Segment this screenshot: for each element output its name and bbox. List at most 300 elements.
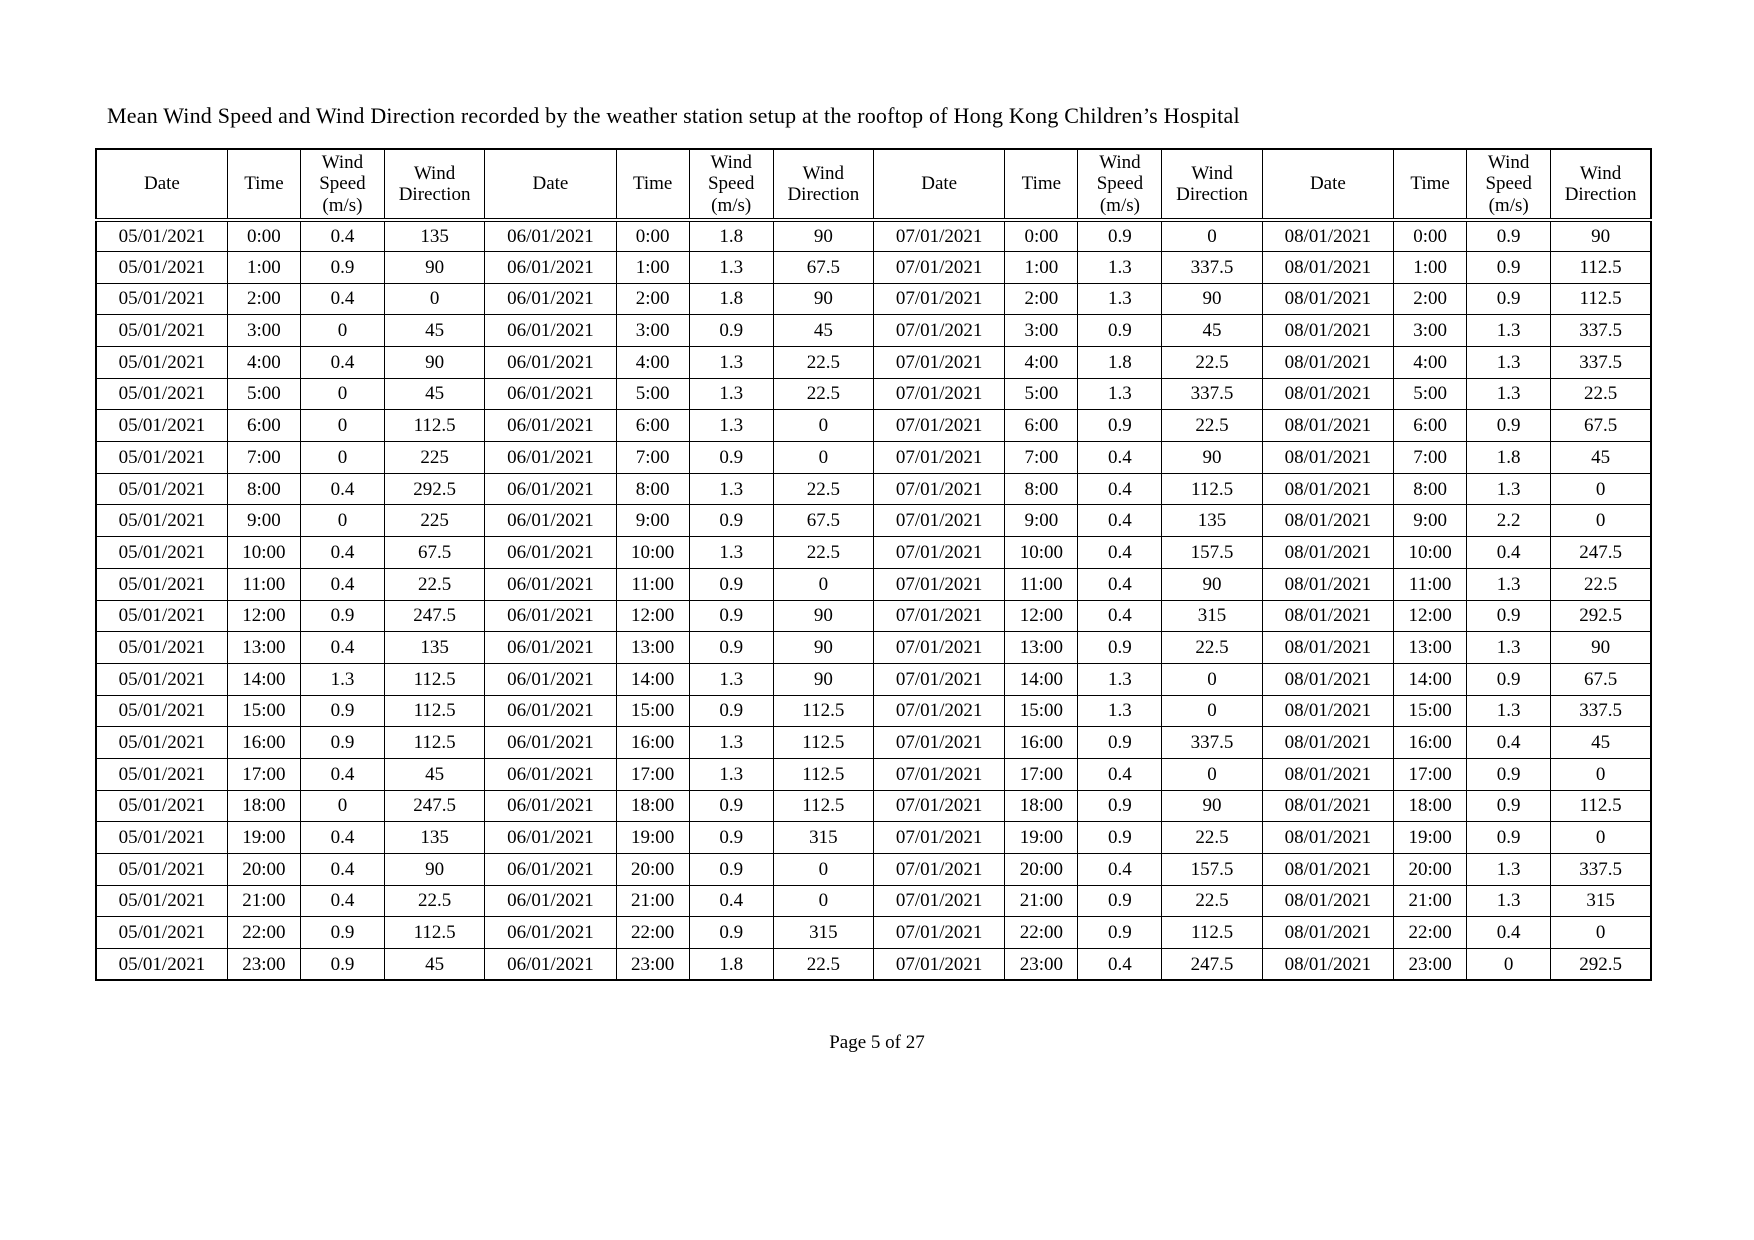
table-row — [96, 315, 1651, 347]
cell-speed: 1.3 — [689, 537, 773, 569]
cell-time: 12:00 — [1005, 600, 1078, 632]
cell-time: 5:00 — [616, 378, 689, 410]
cell-direction: 90 — [773, 283, 873, 315]
table-row — [96, 283, 1651, 315]
cell-speed: 0.9 — [689, 600, 773, 632]
cell-date: 06/01/2021 — [485, 600, 616, 632]
cell-date: 07/01/2021 — [873, 822, 1004, 854]
cell-direction: 225 — [384, 505, 484, 537]
cell-direction: 90 — [773, 600, 873, 632]
cell-time: 1:00 — [616, 251, 689, 283]
cell-time: 23:00 — [616, 949, 689, 981]
column-header-time: Time — [1005, 149, 1078, 220]
cell-speed: 0 — [300, 790, 384, 822]
cell-speed: 0.4 — [1467, 917, 1551, 949]
cell-time: 19:00 — [616, 822, 689, 854]
cell-direction: 337.5 — [1551, 315, 1651, 347]
cell-date: 06/01/2021 — [485, 758, 616, 790]
cell-time: 7:00 — [1005, 442, 1078, 474]
cell-time: 12:00 — [227, 600, 300, 632]
table-row — [96, 568, 1651, 600]
cell-time: 14:00 — [616, 663, 689, 695]
cell-time: 4:00 — [1394, 347, 1467, 379]
cell-date: 08/01/2021 — [1262, 410, 1393, 442]
cell-direction: 67.5 — [384, 537, 484, 569]
cell-direction: 90 — [1162, 568, 1262, 600]
cell-date: 06/01/2021 — [485, 854, 616, 886]
cell-time: 7:00 — [616, 442, 689, 474]
cell-date: 06/01/2021 — [485, 347, 616, 379]
cell-speed: 1.3 — [1467, 315, 1551, 347]
cell-date: 07/01/2021 — [873, 663, 1004, 695]
cell-speed: 0.9 — [1078, 632, 1162, 664]
cell-direction: 157.5 — [1162, 537, 1262, 569]
cell-date: 07/01/2021 — [873, 917, 1004, 949]
cell-time: 18:00 — [616, 790, 689, 822]
cell-direction: 337.5 — [1551, 695, 1651, 727]
cell-direction: 292.5 — [1551, 600, 1651, 632]
cell-time: 20:00 — [616, 854, 689, 886]
cell-direction: 22.5 — [773, 949, 873, 981]
cell-direction: 135 — [384, 220, 484, 252]
cell-speed: 1.8 — [689, 220, 773, 252]
cell-speed: 0.9 — [689, 442, 773, 474]
cell-time: 0:00 — [1394, 220, 1467, 252]
table-row — [96, 885, 1651, 917]
cell-date: 05/01/2021 — [96, 442, 227, 474]
cell-date: 08/01/2021 — [1262, 600, 1393, 632]
column-header-speed: Wind Speed (m/s) — [300, 149, 384, 220]
cell-speed: 0.4 — [1078, 537, 1162, 569]
cell-date: 06/01/2021 — [485, 568, 616, 600]
cell-direction: 0 — [773, 885, 873, 917]
cell-speed: 0.9 — [689, 505, 773, 537]
cell-date: 07/01/2021 — [873, 949, 1004, 981]
cell-date: 08/01/2021 — [1262, 885, 1393, 917]
cell-date: 07/01/2021 — [873, 854, 1004, 886]
cell-date: 07/01/2021 — [873, 568, 1004, 600]
cell-time: 3:00 — [227, 315, 300, 347]
cell-time: 6:00 — [1394, 410, 1467, 442]
cell-date: 08/01/2021 — [1262, 283, 1393, 315]
column-header-direction: Wind Direction — [384, 149, 484, 220]
cell-date: 06/01/2021 — [485, 727, 616, 759]
cell-speed: 0.9 — [1467, 758, 1551, 790]
cell-speed: 0.4 — [300, 473, 384, 505]
cell-time: 21:00 — [1005, 885, 1078, 917]
cell-time: 22:00 — [616, 917, 689, 949]
cell-date: 06/01/2021 — [485, 949, 616, 981]
column-header-date: Date — [873, 149, 1004, 220]
cell-direction: 0 — [1162, 220, 1262, 252]
cell-date: 05/01/2021 — [96, 220, 227, 252]
cell-date: 06/01/2021 — [485, 790, 616, 822]
cell-date: 07/01/2021 — [873, 283, 1004, 315]
cell-direction: 0 — [1162, 758, 1262, 790]
cell-speed: 0.9 — [1467, 790, 1551, 822]
cell-speed: 0.9 — [1467, 220, 1551, 252]
cell-date: 07/01/2021 — [873, 442, 1004, 474]
cell-speed: 0.4 — [300, 568, 384, 600]
cell-speed: 0.9 — [689, 568, 773, 600]
cell-direction: 337.5 — [1162, 251, 1262, 283]
cell-direction: 45 — [1162, 315, 1262, 347]
cell-direction: 22.5 — [1551, 568, 1651, 600]
cell-direction: 45 — [384, 315, 484, 347]
cell-time: 3:00 — [616, 315, 689, 347]
cell-speed: 0.4 — [1078, 949, 1162, 981]
cell-time: 8:00 — [227, 473, 300, 505]
cell-speed: 0.9 — [689, 695, 773, 727]
cell-time: 9:00 — [1394, 505, 1467, 537]
cell-direction: 112.5 — [384, 695, 484, 727]
cell-date: 05/01/2021 — [96, 315, 227, 347]
cell-date: 08/01/2021 — [1262, 822, 1393, 854]
column-header-time: Time — [616, 149, 689, 220]
cell-speed: 1.3 — [1078, 695, 1162, 727]
cell-date: 08/01/2021 — [1262, 854, 1393, 886]
cell-date: 05/01/2021 — [96, 854, 227, 886]
cell-speed: 0.9 — [1078, 410, 1162, 442]
cell-direction: 0 — [773, 854, 873, 886]
cell-time: 13:00 — [1005, 632, 1078, 664]
cell-date: 05/01/2021 — [96, 568, 227, 600]
cell-date: 07/01/2021 — [873, 758, 1004, 790]
cell-speed: 0.9 — [300, 727, 384, 759]
cell-speed: 0.9 — [1467, 251, 1551, 283]
cell-speed: 0.4 — [1467, 727, 1551, 759]
cell-speed: 1.3 — [1467, 695, 1551, 727]
cell-direction: 0 — [1162, 695, 1262, 727]
cell-date: 06/01/2021 — [485, 885, 616, 917]
cell-time: 13:00 — [616, 632, 689, 664]
cell-speed: 0.9 — [300, 949, 384, 981]
cell-direction: 45 — [384, 758, 484, 790]
cell-direction: 247.5 — [384, 600, 484, 632]
cell-date: 08/01/2021 — [1262, 917, 1393, 949]
cell-direction: 22.5 — [773, 347, 873, 379]
cell-time: 2:00 — [227, 283, 300, 315]
cell-direction: 67.5 — [773, 251, 873, 283]
column-header-date: Date — [485, 149, 616, 220]
cell-date: 07/01/2021 — [873, 410, 1004, 442]
cell-time: 15:00 — [1005, 695, 1078, 727]
cell-time: 23:00 — [1005, 949, 1078, 981]
cell-date: 08/01/2021 — [1262, 505, 1393, 537]
cell-direction: 90 — [1551, 632, 1651, 664]
cell-speed: 0 — [300, 378, 384, 410]
cell-date: 07/01/2021 — [873, 632, 1004, 664]
cell-direction: 22.5 — [384, 568, 484, 600]
cell-time: 18:00 — [227, 790, 300, 822]
cell-direction: 135 — [384, 632, 484, 664]
cell-time: 10:00 — [616, 537, 689, 569]
cell-direction: 0 — [773, 442, 873, 474]
cell-date: 06/01/2021 — [485, 632, 616, 664]
cell-date: 06/01/2021 — [485, 473, 616, 505]
table-row — [96, 790, 1651, 822]
cell-direction: 22.5 — [773, 378, 873, 410]
cell-direction: 112.5 — [384, 663, 484, 695]
cell-speed: 1.3 — [1467, 347, 1551, 379]
cell-speed: 0.4 — [300, 347, 384, 379]
cell-time: 7:00 — [1394, 442, 1467, 474]
cell-date: 06/01/2021 — [485, 220, 616, 252]
cell-direction: 22.5 — [1162, 410, 1262, 442]
column-header-date: Date — [1262, 149, 1393, 220]
cell-direction: 90 — [1162, 283, 1262, 315]
cell-speed: 1.3 — [1078, 378, 1162, 410]
cell-time: 6:00 — [616, 410, 689, 442]
cell-time: 5:00 — [1394, 378, 1467, 410]
cell-time: 8:00 — [616, 473, 689, 505]
cell-date: 05/01/2021 — [96, 283, 227, 315]
cell-speed: 0.9 — [689, 315, 773, 347]
cell-speed: 0.4 — [1078, 854, 1162, 886]
cell-time: 17:00 — [1005, 758, 1078, 790]
cell-speed: 1.3 — [1467, 885, 1551, 917]
table-row — [96, 473, 1651, 505]
cell-direction: 315 — [773, 822, 873, 854]
cell-date: 07/01/2021 — [873, 220, 1004, 252]
cell-date: 08/01/2021 — [1262, 949, 1393, 981]
table-row — [96, 663, 1651, 695]
cell-speed: 1.3 — [689, 410, 773, 442]
cell-date: 05/01/2021 — [96, 695, 227, 727]
cell-time: 15:00 — [1394, 695, 1467, 727]
cell-time: 11:00 — [227, 568, 300, 600]
cell-date: 08/01/2021 — [1262, 727, 1393, 759]
cell-speed: 0.9 — [1467, 410, 1551, 442]
cell-time: 17:00 — [227, 758, 300, 790]
cell-speed: 0.9 — [689, 917, 773, 949]
cell-direction: 90 — [1162, 442, 1262, 474]
cell-direction: 0 — [1551, 822, 1651, 854]
page-number: Page 5 of 27 — [829, 1032, 925, 1053]
cell-date: 06/01/2021 — [485, 283, 616, 315]
cell-date: 05/01/2021 — [96, 347, 227, 379]
table-row — [96, 822, 1651, 854]
cell-date: 08/01/2021 — [1262, 347, 1393, 379]
cell-direction: 90 — [384, 854, 484, 886]
cell-time: 15:00 — [616, 695, 689, 727]
cell-direction: 0 — [773, 410, 873, 442]
cell-date: 06/01/2021 — [485, 251, 616, 283]
cell-date: 05/01/2021 — [96, 378, 227, 410]
cell-direction: 67.5 — [1551, 663, 1651, 695]
cell-time: 4:00 — [616, 347, 689, 379]
cell-time: 22:00 — [227, 917, 300, 949]
cell-time: 17:00 — [616, 758, 689, 790]
cell-direction: 0 — [384, 283, 484, 315]
cell-direction: 22.5 — [773, 473, 873, 505]
cell-speed: 1.3 — [1467, 854, 1551, 886]
cell-date: 08/01/2021 — [1262, 790, 1393, 822]
cell-date: 05/01/2021 — [96, 885, 227, 917]
cell-direction: 315 — [1162, 600, 1262, 632]
cell-time: 17:00 — [1394, 758, 1467, 790]
table-row — [96, 505, 1651, 537]
cell-speed: 1.8 — [1078, 347, 1162, 379]
table-row — [96, 758, 1651, 790]
cell-direction: 45 — [1551, 727, 1651, 759]
cell-time: 9:00 — [227, 505, 300, 537]
cell-date: 06/01/2021 — [485, 917, 616, 949]
cell-speed: 1.3 — [689, 758, 773, 790]
cell-time: 12:00 — [616, 600, 689, 632]
table-row — [96, 220, 1651, 252]
cell-speed: 0.9 — [689, 822, 773, 854]
cell-time: 22:00 — [1394, 917, 1467, 949]
cell-speed: 0 — [300, 410, 384, 442]
table-body — [96, 220, 1651, 981]
cell-date: 07/01/2021 — [873, 727, 1004, 759]
cell-speed: 1.3 — [689, 347, 773, 379]
cell-direction: 90 — [773, 632, 873, 664]
cell-date: 05/01/2021 — [96, 727, 227, 759]
cell-speed: 0.4 — [1078, 505, 1162, 537]
table-row — [96, 632, 1651, 664]
cell-time: 0:00 — [616, 220, 689, 252]
table-row — [96, 442, 1651, 474]
cell-direction: 135 — [384, 822, 484, 854]
cell-direction: 90 — [773, 663, 873, 695]
cell-speed: 0.4 — [689, 885, 773, 917]
cell-time: 11:00 — [1394, 568, 1467, 600]
cell-direction: 0 — [1551, 505, 1651, 537]
cell-time: 14:00 — [227, 663, 300, 695]
cell-date: 07/01/2021 — [873, 378, 1004, 410]
cell-speed: 1.3 — [689, 473, 773, 505]
cell-speed: 0.9 — [1467, 283, 1551, 315]
cell-date: 08/01/2021 — [1262, 568, 1393, 600]
cell-speed: 0.4 — [1467, 537, 1551, 569]
cell-time: 1:00 — [1005, 251, 1078, 283]
cell-direction: 90 — [1551, 220, 1651, 252]
cell-speed: 0.9 — [689, 632, 773, 664]
cell-date: 08/01/2021 — [1262, 220, 1393, 252]
cell-date: 08/01/2021 — [1262, 632, 1393, 664]
table-row — [96, 347, 1651, 379]
cell-speed: 0.9 — [1078, 885, 1162, 917]
cell-direction: 247.5 — [384, 790, 484, 822]
cell-direction: 135 — [1162, 505, 1262, 537]
cell-speed: 0.9 — [300, 695, 384, 727]
cell-date: 08/01/2021 — [1262, 378, 1393, 410]
cell-speed: 0.4 — [1078, 473, 1162, 505]
cell-speed: 0.4 — [1078, 442, 1162, 474]
cell-time: 14:00 — [1394, 663, 1467, 695]
cell-time: 20:00 — [1005, 854, 1078, 886]
cell-direction: 157.5 — [1162, 854, 1262, 886]
cell-speed: 1.3 — [689, 378, 773, 410]
column-header-speed: Wind Speed (m/s) — [689, 149, 773, 220]
cell-time: 3:00 — [1394, 315, 1467, 347]
cell-speed: 0.9 — [1467, 663, 1551, 695]
column-header-speed: Wind Speed (m/s) — [1078, 149, 1162, 220]
cell-time: 16:00 — [616, 727, 689, 759]
cell-direction: 22.5 — [773, 537, 873, 569]
cell-speed: 1.3 — [1467, 378, 1551, 410]
cell-time: 19:00 — [227, 822, 300, 854]
cell-speed: 0.9 — [1078, 822, 1162, 854]
cell-speed: 1.3 — [1467, 568, 1551, 600]
cell-direction: 90 — [1162, 790, 1262, 822]
cell-direction: 292.5 — [384, 473, 484, 505]
cell-date: 07/01/2021 — [873, 600, 1004, 632]
cell-direction: 337.5 — [1551, 854, 1651, 886]
cell-date: 07/01/2021 — [873, 315, 1004, 347]
cell-speed: 0.9 — [689, 790, 773, 822]
cell-speed: 0.9 — [1078, 917, 1162, 949]
cell-time: 1:00 — [1394, 251, 1467, 283]
column-header-speed: Wind Speed (m/s) — [1467, 149, 1551, 220]
cell-speed: 1.8 — [689, 283, 773, 315]
cell-date: 05/01/2021 — [96, 505, 227, 537]
cell-time: 6:00 — [227, 410, 300, 442]
cell-date: 05/01/2021 — [96, 410, 227, 442]
cell-date: 08/01/2021 — [1262, 537, 1393, 569]
cell-time: 23:00 — [1394, 949, 1467, 981]
cell-speed: 0.9 — [1467, 600, 1551, 632]
cell-direction: 112.5 — [1162, 473, 1262, 505]
cell-time: 10:00 — [227, 537, 300, 569]
cell-date: 05/01/2021 — [96, 949, 227, 981]
cell-date: 07/01/2021 — [873, 251, 1004, 283]
cell-speed: 0.9 — [1467, 822, 1551, 854]
cell-speed: 0 — [1467, 949, 1551, 981]
cell-date: 06/01/2021 — [485, 537, 616, 569]
cell-date: 07/01/2021 — [873, 695, 1004, 727]
cell-date: 06/01/2021 — [485, 663, 616, 695]
cell-time: 14:00 — [1005, 663, 1078, 695]
document-title: Mean Wind Speed and Wind Direction recorded by the weather station setup at the rooftop of Hong Kong Children’s Hospital — [107, 103, 1240, 128]
cell-time: 2:00 — [616, 283, 689, 315]
cell-speed: 0 — [300, 315, 384, 347]
cell-direction: 90 — [384, 347, 484, 379]
cell-speed: 0.4 — [300, 220, 384, 252]
table-header-row — [96, 149, 1651, 220]
cell-speed: 2.2 — [1467, 505, 1551, 537]
cell-direction: 112.5 — [773, 695, 873, 727]
cell-direction: 22.5 — [1162, 347, 1262, 379]
cell-speed: 0.4 — [300, 537, 384, 569]
cell-time: 18:00 — [1005, 790, 1078, 822]
cell-time: 9:00 — [616, 505, 689, 537]
table-row — [96, 378, 1651, 410]
cell-date: 08/01/2021 — [1262, 442, 1393, 474]
cell-date: 08/01/2021 — [1262, 315, 1393, 347]
cell-date: 08/01/2021 — [1262, 473, 1393, 505]
table-row — [96, 600, 1651, 632]
cell-date: 06/01/2021 — [485, 695, 616, 727]
cell-speed: 1.8 — [1467, 442, 1551, 474]
cell-date: 08/01/2021 — [1262, 695, 1393, 727]
cell-speed: 0.9 — [689, 854, 773, 886]
cell-speed: 0.9 — [300, 600, 384, 632]
cell-direction: 67.5 — [1551, 410, 1651, 442]
cell-speed: 0.4 — [300, 885, 384, 917]
cell-date: 05/01/2021 — [96, 251, 227, 283]
cell-date: 06/01/2021 — [485, 822, 616, 854]
cell-direction: 45 — [384, 949, 484, 981]
cell-date: 05/01/2021 — [96, 790, 227, 822]
cell-speed: 1.3 — [1467, 473, 1551, 505]
cell-date: 06/01/2021 — [485, 378, 616, 410]
cell-time: 19:00 — [1005, 822, 1078, 854]
table-header — [96, 149, 1651, 220]
column-header-date: Date — [96, 149, 227, 220]
